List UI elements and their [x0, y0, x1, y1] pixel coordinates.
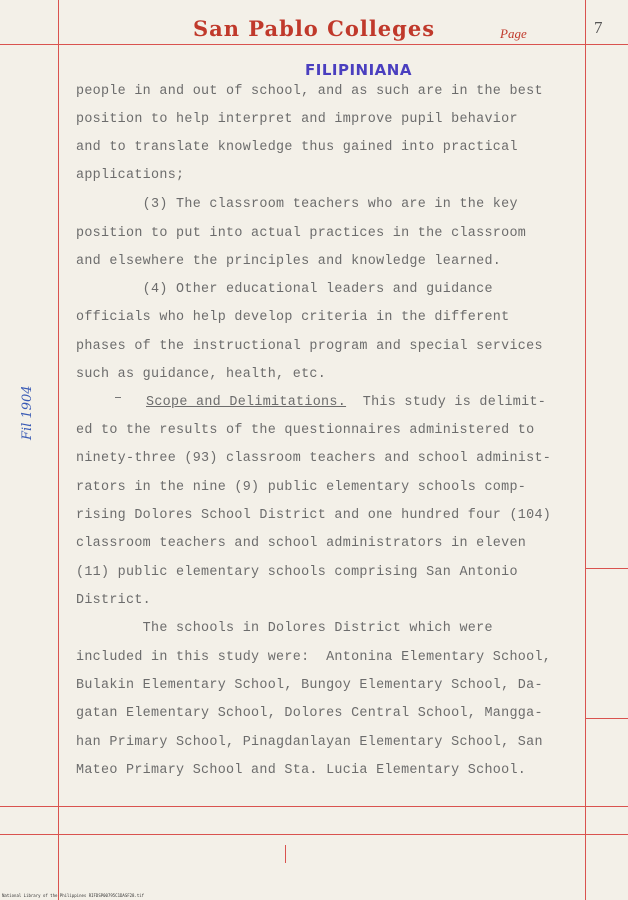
text-line: rators in the nine (9) public elementary schools comp-	[76, 480, 527, 495]
text-line: rising Dolores School District and one hundred four (104)	[76, 508, 552, 523]
text-line: applications;	[76, 168, 185, 183]
side-rule-2	[586, 718, 628, 719]
text-line: (4) Other educational leaders and guidance	[76, 282, 493, 297]
text-line: (3) The classroom teachers who are in the key	[76, 197, 518, 212]
section-heading-line	[146, 395, 546, 410]
text-line: han Primary School, Pinagdanlayan Elementary School, San	[76, 735, 543, 750]
text-line: (11) public elementary schools comprising San Antonio	[76, 565, 518, 580]
text-line: ninety-three (93) classroom teachers and school administ-	[76, 451, 552, 466]
margin-rule-left	[58, 0, 59, 900]
text-line: phases of the instructional program and special services	[76, 339, 543, 354]
side-rule-1	[586, 568, 628, 569]
footer-rule	[0, 806, 628, 807]
text-line: position to help interpret and improve pupil behavior	[76, 112, 518, 127]
scan-credit: National Library of the Philippines RIFDSP00795C1DASF28.tif	[2, 893, 145, 898]
handwritten-margin-note: Fil 1904	[20, 385, 35, 440]
text-line: classroom teachers and school administrators in eleven	[76, 536, 527, 551]
margin-rule-right	[585, 0, 586, 900]
text-line: ed to the results of the questionnaires administered to	[76, 423, 535, 438]
page-label: Page	[500, 26, 527, 41]
text-line: and to translate knowledge thus gained into practical	[76, 140, 518, 155]
college-letterhead-title: San Pablo Colleges	[192, 16, 436, 41]
text-line: Mateo Primary School and Sta. Lucia Elementary School.	[76, 763, 527, 778]
header-rule	[0, 44, 628, 45]
text-line: officials who help develop criteria in the different	[76, 310, 510, 325]
text-line: such as guidance, health, etc.	[76, 367, 327, 382]
text-line: position to put into actual practices in the classroom	[76, 226, 527, 241]
text-line: Bulakin Elementary School, Bungoy Elementary School, Da-	[76, 678, 543, 693]
text-line: people in and out of school, and as such are in the best	[76, 84, 543, 99]
section-heading: Scope and Delimitations.	[146, 395, 347, 410]
filipiniana-stamp: FILIPINIANA	[305, 61, 412, 79]
text-line: This study is delimit-	[346, 395, 547, 410]
page-number: 7	[594, 18, 603, 37]
red-tick-mark	[285, 845, 286, 863]
text-line: The schools in Dolores District which were	[76, 621, 493, 636]
text-line: and elsewhere the principles and knowledge learned.	[76, 254, 502, 269]
text-line: gatan Elementary School, Dolores Central School, Mangga-	[76, 706, 543, 721]
dash-mark	[115, 397, 121, 398]
text-line: District.	[76, 593, 152, 608]
text-line: included in this study were: Antonina Elementary School,	[76, 650, 552, 665]
footer-rule-2	[0, 834, 628, 835]
